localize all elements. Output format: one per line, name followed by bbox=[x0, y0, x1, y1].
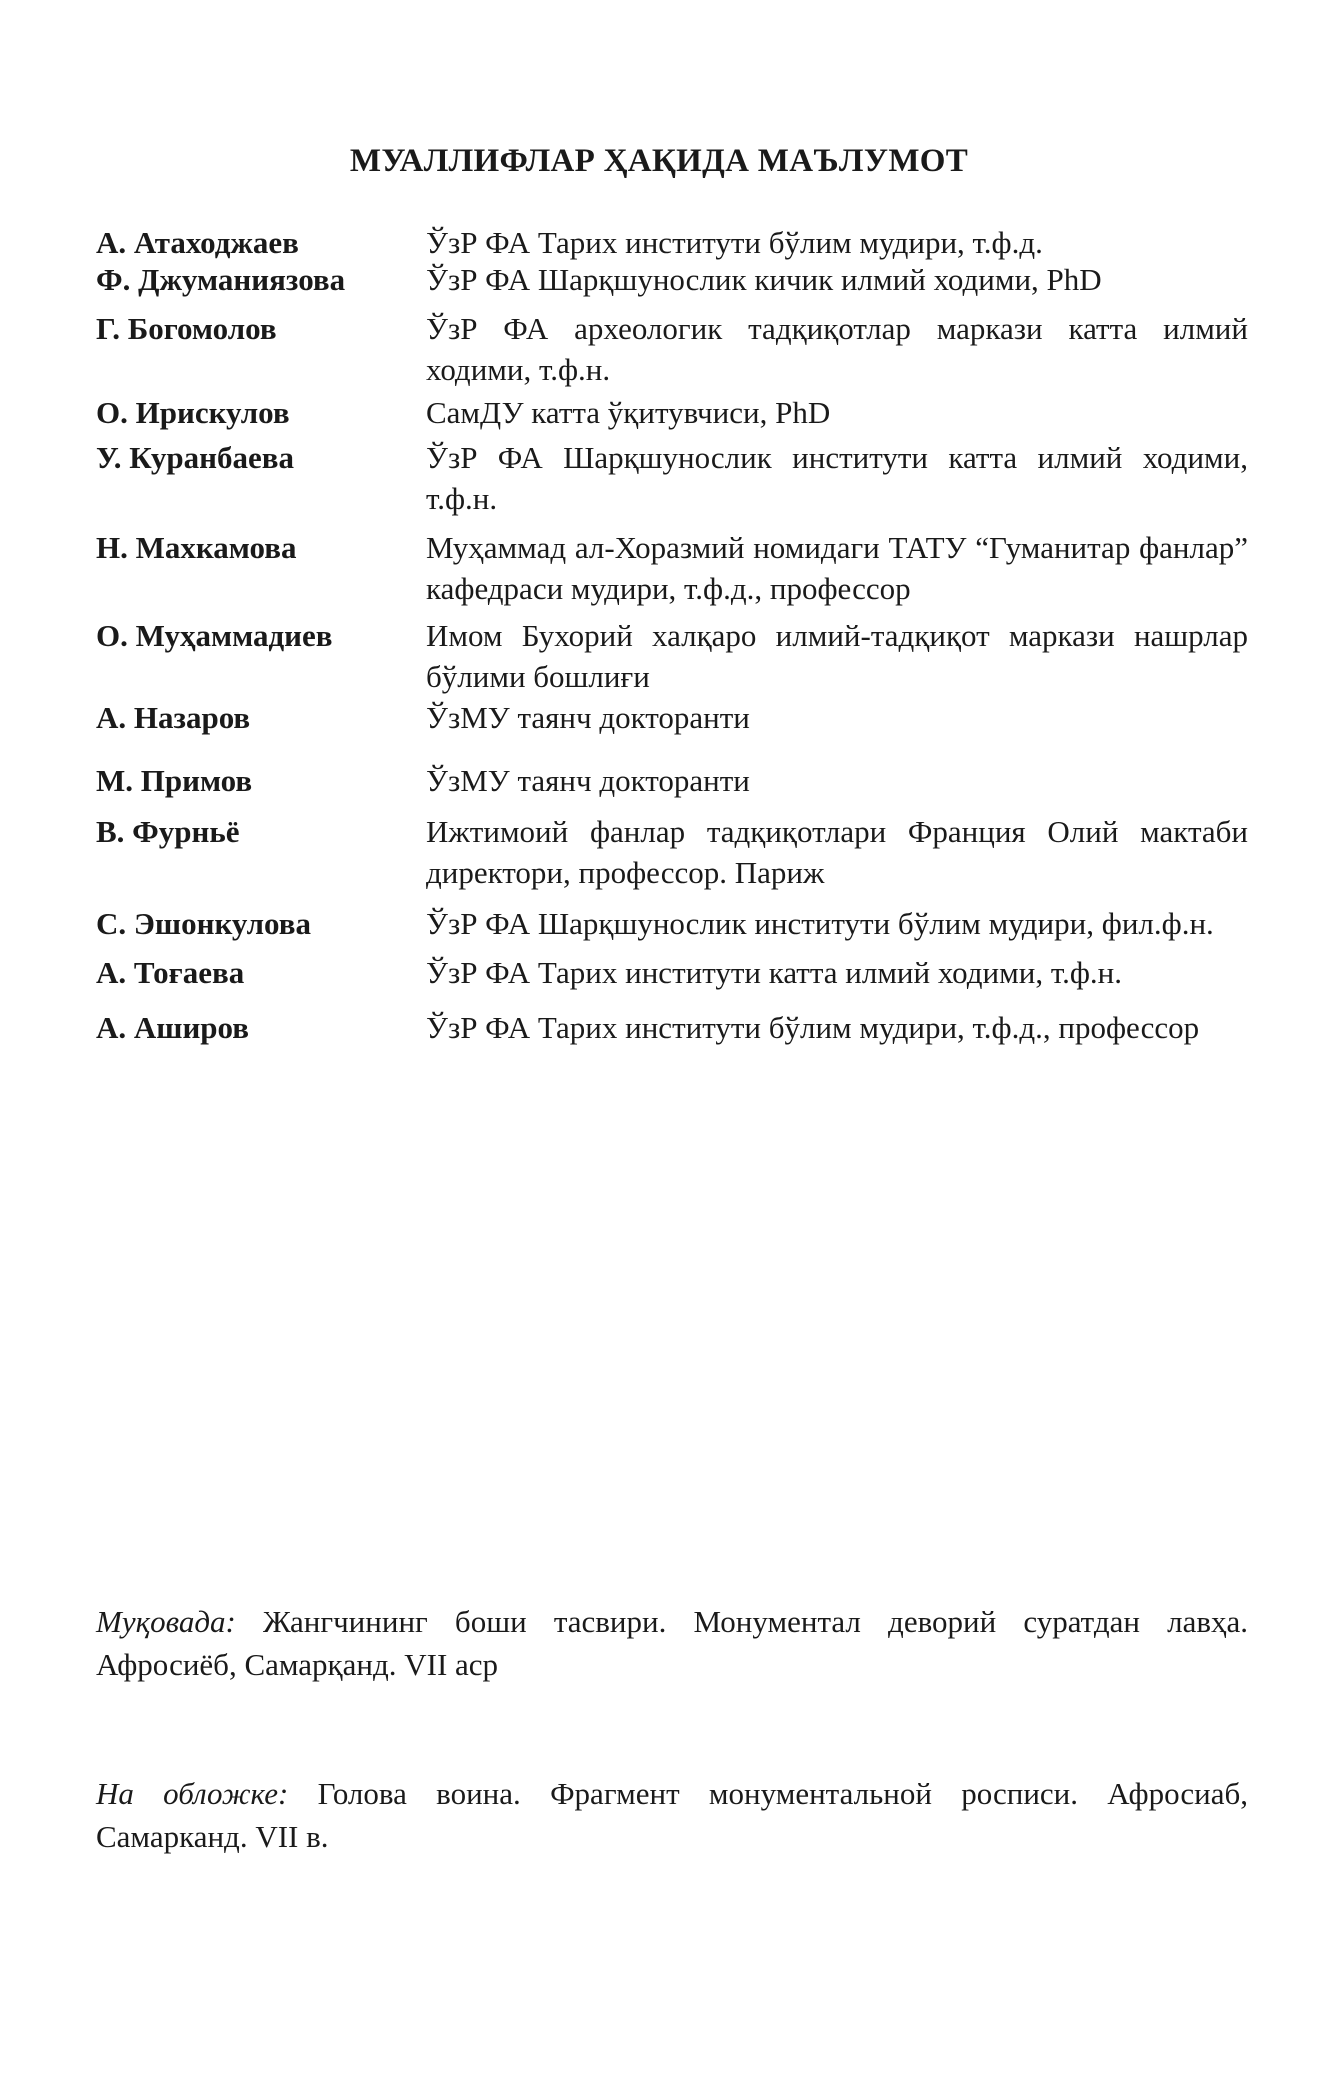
author-row bbox=[96, 811, 1248, 893]
author-description: ЎзР ФА археологик тадқиқотлар маркази катта илмий ходими, т.ф.н. bbox=[426, 311, 1248, 387]
author-list bbox=[96, 222, 1248, 1048]
author-description: ЎзР ФА Тарих институти катта илмий ходими, т.ф.н. bbox=[426, 955, 1123, 990]
author-name: М. Примов bbox=[96, 763, 253, 798]
page-title: МУАЛЛИФЛАР ҲАҚИДА МАЪЛУМОТ bbox=[349, 143, 969, 179]
author-name: В. Фурньё bbox=[96, 814, 240, 849]
cover-note-uzbek bbox=[96, 1600, 1248, 1686]
author-row bbox=[96, 615, 1248, 697]
author-description: Ижтимоий фанлар тадқиқотлари Франция Олий мактаби директори, профессор. Париж bbox=[426, 814, 1248, 890]
author-row bbox=[96, 760, 1248, 801]
cover-note-russian bbox=[96, 1772, 1248, 1858]
author-row bbox=[96, 259, 1248, 300]
author-name: Ф. Джуманиязова bbox=[96, 262, 346, 297]
author-description: ЎзР ФА Шарқшунослик институти бўлим мудири, фил.ф.н. bbox=[426, 906, 1214, 941]
author-row bbox=[96, 697, 1248, 738]
author-row bbox=[96, 308, 1248, 390]
author-description: ЎзМУ таянч докторанти bbox=[426, 700, 750, 735]
cover-note-label: На обложке: bbox=[96, 1776, 289, 1811]
author-name: С. Эшонкулова bbox=[96, 906, 311, 941]
author-name: О. Ирискулов bbox=[96, 395, 290, 430]
author-row bbox=[96, 437, 1248, 519]
author-description: ЎзР ФА Шарқшунослик кичик илмий ходими, PhD bbox=[426, 262, 1102, 297]
author-row bbox=[96, 1007, 1248, 1048]
cover-note-text: Голова воина. Фрагмент монументальной росписи. Афросиаб, Самарканд. VII в. bbox=[96, 1776, 1248, 1854]
author-description: ЎзР ФА Шарқшунослик институти катта илмий ходими, т.ф.н. bbox=[426, 440, 1248, 516]
author-description: ЎзР ФА Тарих институти бўлим мудири, т.ф.д., профессор bbox=[426, 1010, 1200, 1045]
author-row bbox=[96, 903, 1248, 944]
author-name: У. Куранбаева bbox=[96, 440, 295, 475]
author-description: Муҳаммад ал-Хоразмий номидаги ТАТУ “Гуманитар фанлар” кафедраси мудири, т.ф.д., профессор bbox=[426, 530, 1248, 606]
author-row bbox=[96, 392, 1248, 433]
author-description: Имом Бухорий халқаро илмий-тадқиқот маркази нашрлар бўлими бошлиғи bbox=[426, 618, 1248, 694]
author-description: ЎзР ФА Тарих институти бўлим мудири, т.ф.д. bbox=[426, 225, 1043, 260]
author-name: Г. Богомолов bbox=[96, 311, 277, 346]
author-name: О. Муҳаммадиев bbox=[96, 618, 333, 653]
author-name: А. Атаходжаев bbox=[96, 225, 299, 260]
author-description: СамДУ катта ўқитувчиси, PhD bbox=[426, 395, 831, 430]
author-name: Н. Махкамова bbox=[96, 530, 297, 565]
cover-note-text: Жангчининг боши тасвири. Монументал деворий суратдан лавҳа. Афросиёб, Самарқанд. VII аср bbox=[96, 1604, 1248, 1682]
author-row bbox=[96, 527, 1248, 609]
author-name: А. Тоғаева bbox=[96, 955, 245, 990]
author-name: А. Аширов bbox=[96, 1010, 250, 1045]
author-row bbox=[96, 222, 1248, 263]
author-row bbox=[96, 952, 1248, 993]
cover-note-label: Муқовада: bbox=[96, 1604, 236, 1639]
author-description: ЎзМУ таянч докторанти bbox=[426, 763, 750, 798]
author-name: А. Назаров bbox=[96, 700, 251, 735]
